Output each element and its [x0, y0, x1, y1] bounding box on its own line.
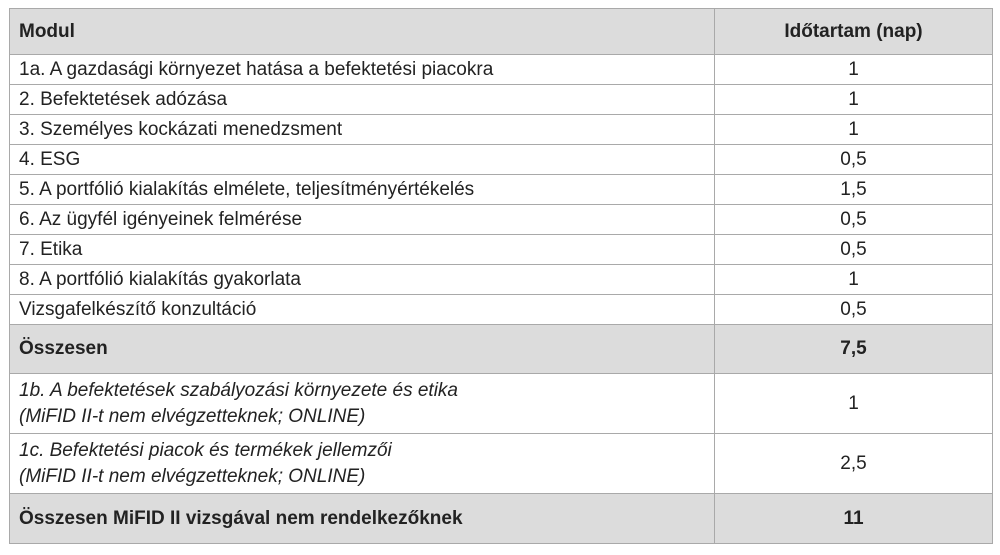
module-name: 2. Befektetések adózása — [10, 85, 715, 115]
table-row — [10, 205, 993, 235]
grand-total-row — [10, 494, 993, 544]
module-name-line2: (MiFID II-t nem elvégzetteknek; ONLINE) — [19, 405, 366, 427]
module-duration-table — [9, 8, 993, 544]
module-duration: 1 — [715, 265, 993, 295]
total-label: Összesen — [10, 325, 715, 374]
module-duration: 2,5 — [715, 434, 993, 494]
module-name-line1: 1b. A befektetések szabályozási környezete és etika — [19, 379, 459, 401]
module-duration: 0,5 — [715, 205, 993, 235]
module-table-container — [9, 8, 992, 544]
module-name: 1a. A gazdasági környezet hatása a befektetési piacokra — [10, 55, 715, 85]
total-row — [10, 325, 993, 374]
table-row — [10, 55, 993, 85]
grand-total-label: Összesen MiFID II vizsgával nem rendelkezőknek — [10, 494, 715, 544]
total-value: 7,5 — [715, 325, 993, 374]
table-row — [10, 434, 993, 494]
grand-total-value: 11 — [715, 494, 993, 544]
module-name: 7. Etika — [10, 235, 715, 265]
table-row — [10, 265, 993, 295]
module-name: 3. Személyes kockázati menedzsment — [10, 115, 715, 145]
module-duration: 1 — [715, 374, 993, 434]
module-duration: 1 — [715, 55, 993, 85]
table-row — [10, 175, 993, 205]
table-row — [10, 145, 993, 175]
table-row — [10, 235, 993, 265]
module-name: 8. A portfólió kialakítás gyakorlata — [10, 265, 715, 295]
module-name: 5. A portfólió kialakítás elmélete, teljesítményértékelés — [10, 175, 715, 205]
module-name: Vizsgafelkészítő konzultáció — [10, 295, 715, 325]
module-name — [10, 434, 715, 494]
module-duration: 1 — [715, 115, 993, 145]
module-duration: 0,5 — [715, 235, 993, 265]
table-header-row — [10, 9, 993, 55]
module-name-line1: 1c. Befektetési piacok és termékek jellemzői — [19, 439, 392, 461]
header-module: Modul — [10, 9, 715, 55]
header-duration: Időtartam (nap) — [715, 9, 993, 55]
table-row — [10, 85, 993, 115]
module-name: 6. Az ügyfél igényeinek felmérése — [10, 205, 715, 235]
table-row — [10, 374, 993, 434]
module-duration: 1,5 — [715, 175, 993, 205]
module-duration: 1 — [715, 85, 993, 115]
table-row — [10, 115, 993, 145]
module-name — [10, 374, 715, 434]
table-row — [10, 295, 993, 325]
module-duration: 0,5 — [715, 145, 993, 175]
module-name-line2: (MiFID II-t nem elvégzetteknek; ONLINE) — [19, 465, 366, 487]
module-name: 4. ESG — [10, 145, 715, 175]
module-duration: 0,5 — [715, 295, 993, 325]
